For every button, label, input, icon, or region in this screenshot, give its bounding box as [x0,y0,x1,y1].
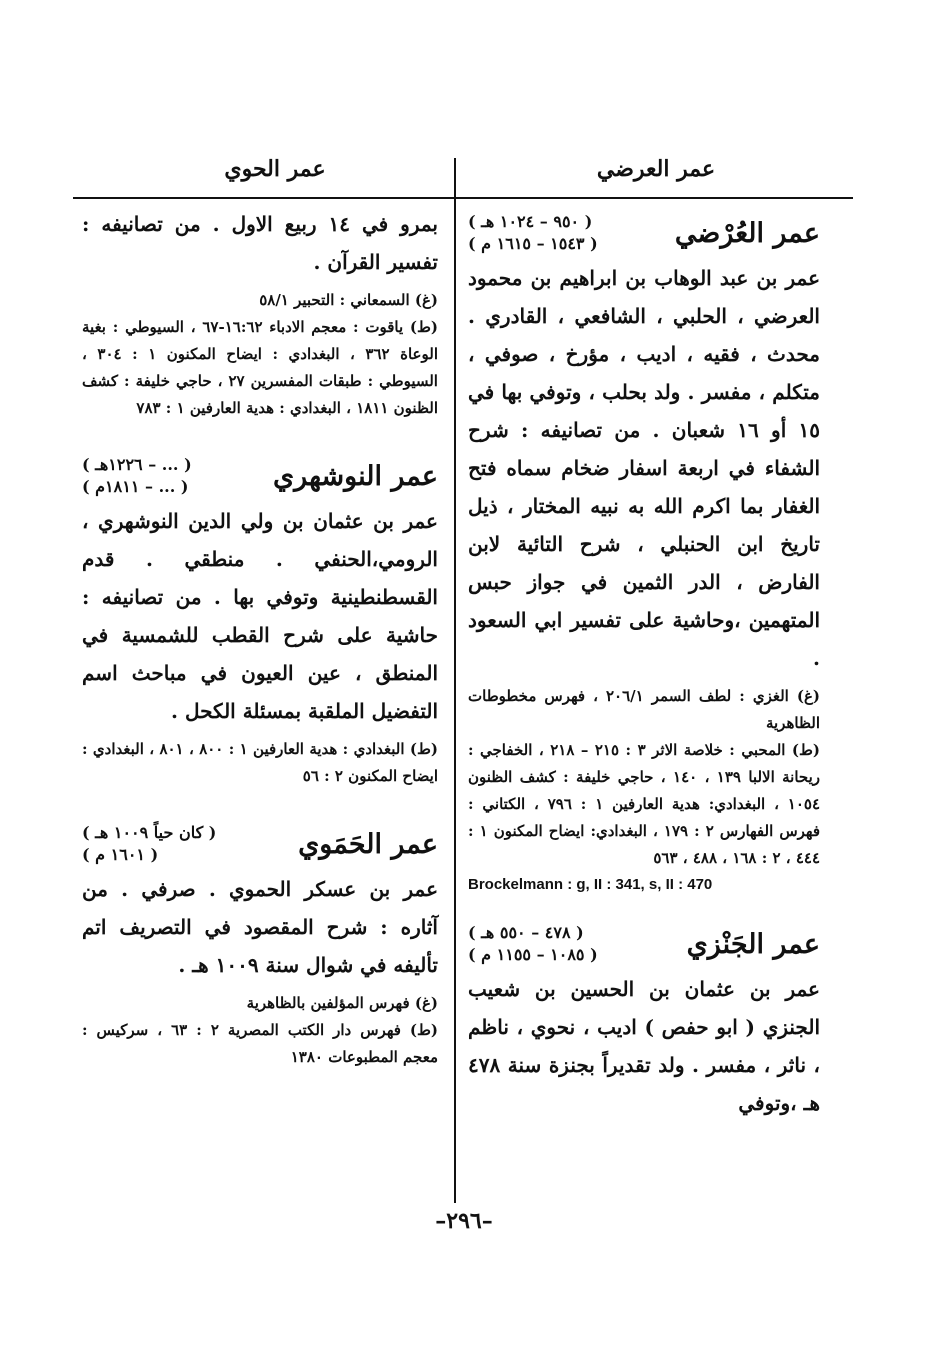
dates-hijri: ( ... – ١٢٢٦هـ ) [82,455,192,474]
entry-body: بمرو في ١٤ ربيع الاول . من تصانيفه : تفسير القرآن . [82,212,439,274]
dates-gregorian: ( ١٦٠١ م ) [82,845,159,864]
entry-heading [82,454,438,498]
entry-name: عمر الحَمَوي [298,828,438,860]
reference-t: (ط) البغدادي : هدية العارفين ١ : ٨٠٠ ، ٨٠١ ، البغدادي : ايضاح المكنون ٢ : ٥٦ [82,740,438,785]
entry-dates [468,211,598,255]
entry-dates [82,454,192,498]
reference-gh: (غ) السمعاني : التحبير ٥٨/١ [259,291,438,309]
reference-gh: (غ) الغزي : لطف السمر ٢٠٦/١ ، فهرس مخطوطات الظاهرية [468,687,820,732]
dates-gregorian: ( ١٥٤٣ – ١٦١٥ م ) [468,234,598,253]
entry-umar-al-hamawi [82,822,438,1071]
entry-body: عمر بن عثمان بن الحسين بن شعيب الجنزي ( ابو حفص ) اديب ، نحوي ، ناظم ، ناثر ، مفسر . ولد تقديراً بجنزة سنة ٤٧٨ هـ ،وتوفي [468,977,820,1115]
dates-hijri: ( كان حياً ١٠٠٩ هـ ) [82,823,217,842]
dates-hijri: ( ٤٧٨ – ٥٥٠ هـ ) [468,923,584,942]
entry-heading [82,822,438,866]
entry-umar-al-nushahri [82,454,438,790]
entry-umar-al-janzi [468,922,820,1122]
header-rule [73,197,853,199]
left-column [82,205,438,1071]
entry-body: عمر بن عسكر الحموي . صرفي . من آثاره : شرح المقصود في التصريف اتم تأليفه في شوال سنة ١٠٠٩ هـ . [82,877,438,977]
entry-continuation [82,205,438,422]
entry-name: عمر النوشهري [273,460,438,492]
right-column-title: عمر العرضي [596,156,716,182]
entry-name: عمر العُرْضي [674,217,820,249]
dates-gregorian: ( ... – ١٨١١م ) [82,477,189,496]
entry-dates [468,922,598,966]
entry-body: عمر بن عثمان بن ولي الدين النوشهري ، الرومي،الحنفي . منطقي . قدم القسطنطينية وتوفي بها . من تصانيفه : حاشية على شرح القطب للشمسية في المنطق ، عين العيون في مباحث اسم التفضيل الملقبة بمسئلة الكحل . [82,509,438,723]
column-divider [454,158,456,1203]
left-column-title: عمر الحوي [224,156,326,182]
entry-name: عمر الجَنْزي [686,928,820,960]
entry-dates [82,822,216,866]
reference-t: (ط) فهرس دار الكتب المصرية ٢ : ٦٣ ، سركيس : معجم المطبوعات ١٣٨٠ [82,1021,439,1066]
reference-t: (ط) ياقوت : معجم الادباء ١٦:٦٢-٦٧ ، السيوطي : بغية الوعاة ٣٦٢ ، البغدادي : ايضاح المكنون ١ : ٣٠٤ ، السيوطي : طبقات المفسرين ٢٧ ، حاجي خليفة : كشف الظنون ١٨١١ ، البغدادي : هدية العارفين ١ : ٧٨٣ [82,318,438,417]
entry-body: عمر بن عبد الوهاب بن ابراهيم بن محمود العرضي ، الحلبي ، الشافعي ، القادري . محدث ، فقيه ، اديب ، مؤرخ ، صوفي ، متكلم ، مفسر . ولد بحلب ، وتوفي بها في ١٥ أو ١٦ شعبان . من تصانيفه : شرح الشفاء في اربعة اسفار ضخام سماه فتح الغفار بما اكرم الله به نبيه المختار ، ذيل تاريخ ابن الحنبلي ، شرح التائية لابن الفارض ، الدر الثمين في جواز حبس المتهمين ،وحاشية على تفسير ابي السعود . [468,266,821,670]
entry-umar-al-urdi [468,211,820,898]
entry-heading [468,922,820,966]
reference-t: (ط) المحبي : خلاصة الاثر ٣ : ٢١٥ – ٢١٨ ، الخفاجي : ريحانة الالبا ١٣٩ ، ١٤٠ ، حاجي خليفة : كشف الظنون ١٠٥٤ ، البغدادي: هدية العارفين ١ : ٧٩٦ ، الكتاني : فهرس الفهارس ٢ : ١٧٩ ، البغدادي: ايضاح المكنون ١ : ٤٤٤ ، ٢ : ١٦٨ ، ٤٨٨ ، ٥٦٣ [468,741,821,867]
dates-gregorian: ( ١٠٨٥ – ١١٥٥ م ) [468,945,598,964]
brockelmann-reference: Brockelmann : g, II : 341, s, II : 470 [468,876,713,893]
dates-hijri: ( ٩٥٠ – ١٠٢٤ هـ ) [468,212,593,231]
entry-heading [468,211,820,255]
reference-gh: (غ) فهرس المؤلفين بالظاهرية [246,994,438,1012]
page-number: –٢٩٦– [435,1208,493,1234]
right-column [468,205,820,1122]
